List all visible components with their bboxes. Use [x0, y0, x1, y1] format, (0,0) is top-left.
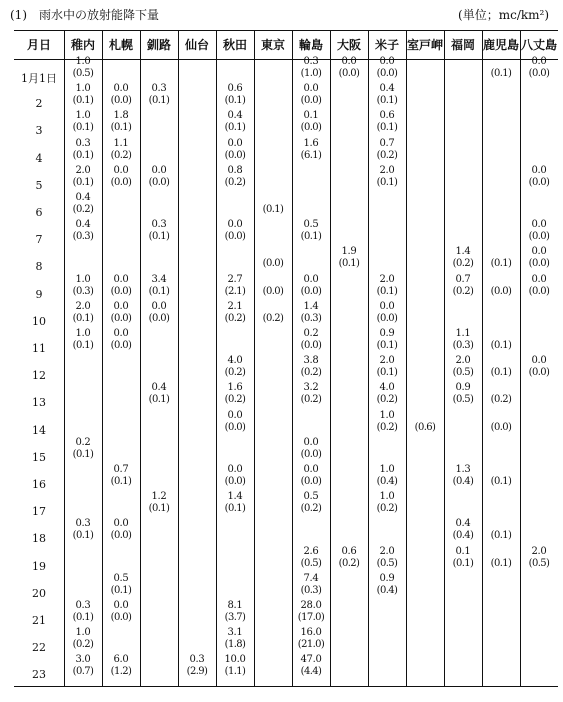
cell-paren-value: (0.0) — [110, 176, 132, 188]
day-label: 3 — [35, 124, 43, 138]
cell-value: 0.0 — [303, 464, 319, 475]
cell-paren-value: (0.4) — [452, 530, 474, 542]
cell-value: 0.0 — [113, 273, 129, 285]
cell-paren-value: (0.0) — [110, 285, 132, 297]
day-label: 9 — [35, 287, 43, 301]
cell-paren-value: (0.2) — [376, 421, 398, 433]
cell-value: 6.0 — [113, 654, 129, 666]
cell-paren-value: (0.0) — [528, 176, 550, 188]
cell-paren-value: (0.2) — [110, 149, 132, 161]
cell-value: 0.0 — [303, 273, 319, 285]
cell-paren-value: (0.3) — [452, 340, 474, 351]
cell-value: 0.0 — [227, 464, 243, 475]
cell-paren-value: (0.0) — [224, 476, 246, 487]
cell-paren-value: (0.1) — [148, 394, 170, 406]
cell-value: 1.4 — [227, 491, 243, 503]
cell-paren-value: (0.1) — [72, 312, 94, 324]
cell-paren-value: (0.1) — [262, 204, 284, 215]
cell-value: 7.4 — [303, 572, 319, 584]
cell-paren-value: (1.8) — [224, 639, 246, 651]
cell-paren-value: (2.1) — [224, 285, 246, 297]
header-station: 輪島 — [298, 38, 323, 52]
cell-paren-value: (0.2) — [490, 394, 512, 406]
cell-paren-value: (0.1) — [72, 149, 94, 161]
cell-value: 0.9 — [455, 382, 471, 394]
unit-label: (単位；mc/km²) — [458, 8, 549, 22]
cell-value: 1.4 — [455, 246, 471, 258]
cell-value: 2.0 — [379, 273, 395, 285]
cell-paren-value: (0.0) — [224, 421, 246, 433]
day-label: 2 — [35, 97, 43, 111]
cell-paren-value: (0.2) — [262, 312, 284, 324]
cell-paren-value: (0.3) — [300, 584, 322, 596]
cell-paren-value: (0.0) — [338, 68, 360, 79]
cell-value: 0.6 — [341, 545, 357, 557]
cell-paren-value: (0.2) — [224, 394, 246, 406]
cell-value: 0.7 — [113, 464, 129, 475]
cell-paren-value: (17.0) — [297, 612, 325, 623]
cell-value: 0.0 — [113, 83, 129, 95]
cell-value: 0.7 — [455, 273, 471, 285]
day-label: 23 — [32, 668, 46, 682]
cell-value: 0.0 — [113, 164, 129, 176]
column-divider — [178, 31, 179, 686]
cell-paren-value: (0.0) — [110, 312, 132, 324]
day-label: 5 — [35, 178, 43, 192]
cell-paren-value: (0.1) — [72, 176, 94, 188]
day-label: 10 — [32, 314, 46, 328]
cell-paren-value: (0.0) — [376, 68, 398, 79]
cell-value: 0.0 — [151, 164, 167, 176]
cell-value: 0.0 — [227, 219, 243, 231]
day-label: 15 — [32, 450, 46, 464]
cell-paren-value: (0.0) — [300, 95, 322, 107]
cell-value: 0.0 — [303, 83, 319, 95]
cell-paren-value: (0.1) — [148, 231, 170, 243]
cell-paren-value: (0.1) — [376, 367, 398, 379]
cell-value: 1.1 — [455, 328, 471, 339]
cell-paren-value: (0.0) — [376, 312, 398, 324]
cell-value: 0.5 — [113, 572, 129, 584]
cell-paren-value: (0.1) — [72, 122, 94, 134]
cell-paren-value: (0.2) — [72, 204, 94, 215]
header-station: 釧路 — [146, 38, 171, 52]
cell-paren-value: (0.1) — [300, 231, 322, 243]
day-label: 6 — [35, 206, 43, 219]
cell-paren-value: (0.4) — [376, 584, 398, 596]
cell-value: 0.4 — [379, 83, 395, 95]
cell-paren-value: (0.1) — [224, 503, 246, 515]
cell-value: 0.0 — [113, 300, 129, 312]
cell-paren-value: (0.0) — [300, 340, 322, 351]
column-divider — [140, 31, 141, 686]
day-label: 7 — [35, 233, 43, 247]
cell-value: 0.0 — [531, 164, 547, 176]
cell-paren-value: (0.2) — [452, 258, 474, 270]
cell-value: 1.8 — [113, 110, 129, 122]
cell-paren-value: (0.1) — [338, 258, 360, 270]
cell-paren-value: (0.0) — [110, 612, 132, 623]
header-station: 稚内 — [70, 38, 95, 52]
cell-value: 4.0 — [227, 355, 243, 367]
cell-paren-value: (0.1) — [224, 95, 246, 107]
cell-value: 0.0 — [531, 273, 547, 285]
cell-value: 1.0 — [75, 83, 91, 95]
cell-paren-value: (0.2) — [376, 149, 398, 161]
cell-value: 1.4 — [303, 300, 319, 312]
cell-value: 16.0 — [300, 627, 322, 639]
cell-paren-value: (0.1) — [72, 448, 94, 460]
cell-paren-value: (0.1) — [148, 95, 170, 107]
cell-value: 0.6 — [227, 83, 243, 95]
cell-value: 0.4 — [151, 382, 167, 394]
cell-paren-value: (0.1) — [72, 612, 94, 623]
cell-value: 0.0 — [379, 300, 395, 312]
cell-paren-value: (0.0) — [110, 530, 132, 542]
column-divider — [254, 31, 255, 686]
cell-paren-value: (0.1) — [376, 95, 398, 107]
cell-paren-value: (0.3) — [72, 285, 94, 297]
cell-paren-value: (0.0) — [110, 340, 132, 351]
cell-paren-value: (0.7) — [72, 666, 94, 678]
cell-value: 1.2 — [151, 491, 167, 503]
day-label: 8 — [35, 260, 43, 274]
cell-value: 0.5 — [303, 491, 319, 503]
cell-value: 0.2 — [303, 328, 319, 339]
cell-value: 0.9 — [379, 572, 395, 584]
cell-value: 0.0 — [113, 328, 129, 339]
cell-value: 0.0 — [379, 56, 395, 67]
cell-value: 0.3 — [189, 654, 205, 666]
cell-paren-value: (3.7) — [224, 612, 246, 623]
cell-paren-value: (0.1) — [110, 584, 132, 596]
cell-value: 3.2 — [303, 382, 319, 394]
cell-paren-value: (0.1) — [72, 95, 94, 107]
cell-paren-value: (0.0) — [262, 285, 284, 297]
cell-value: 3.1 — [227, 627, 243, 639]
cell-value: 28.0 — [300, 600, 322, 611]
cell-value: 1.0 — [379, 464, 395, 475]
cell-value: 0.3 — [151, 83, 167, 95]
cell-value: 1.0 — [75, 627, 91, 639]
cell-value: 0.0 — [227, 409, 243, 421]
cell-value: 0.0 — [227, 137, 243, 149]
header-station: 札幌 — [108, 38, 133, 52]
cell-paren-value: (0.0) — [300, 285, 322, 297]
cell-paren-value: (0.4) — [452, 476, 474, 487]
cell-paren-value: (0.3) — [72, 231, 94, 243]
cell-paren-value: (0.0) — [224, 231, 246, 243]
header-station: 室戸岬 — [406, 38, 443, 52]
cell-paren-value: (0.5) — [452, 394, 474, 406]
cell-paren-value: (0.0) — [528, 68, 550, 79]
cell-value: 0.0 — [341, 56, 357, 67]
cell-value: 2.7 — [227, 273, 243, 285]
cell-value: 2.6 — [303, 545, 319, 557]
cell-paren-value: (2.9) — [186, 666, 208, 678]
cell-value: 0.0 — [113, 518, 129, 530]
cell-paren-value: (0.6) — [414, 421, 436, 433]
cell-paren-value: (0.5) — [72, 68, 94, 79]
day-label: 19 — [32, 559, 46, 573]
day-label: 11 — [32, 342, 46, 355]
cell-paren-value: (0.1) — [490, 367, 512, 379]
cell-value: 0.1 — [303, 110, 319, 122]
cell-value: 47.0 — [300, 654, 322, 666]
cell-value: 2.0 — [75, 300, 91, 312]
cell-value: 0.3 — [75, 137, 91, 149]
cell-paren-value: (0.5) — [376, 557, 398, 569]
cell-paren-value: (0.1) — [72, 530, 94, 542]
cell-value: 1.0 — [75, 110, 91, 122]
cell-value: 1.6 — [303, 137, 319, 149]
day-label: 4 — [35, 151, 43, 165]
cell-value: 2.0 — [379, 164, 395, 176]
cell-paren-value: (0.0) — [490, 285, 512, 297]
table-title: (1) 雨水中の放射能降下量 — [10, 8, 159, 22]
cell-paren-value: (0.0) — [528, 367, 550, 379]
table-header — [14, 31, 558, 60]
cell-value: 3.4 — [151, 273, 167, 285]
cell-paren-value: (1.0) — [300, 68, 322, 79]
header-station: 東京 — [260, 38, 285, 52]
cell-paren-value: (0.2) — [300, 503, 322, 515]
cell-value: 4.0 — [379, 382, 395, 394]
cell-paren-value: (0.3) — [300, 312, 322, 324]
header-station: 大阪 — [336, 38, 361, 52]
cell-value: 0.4 — [75, 192, 91, 203]
cell-value: 0.8 — [227, 164, 243, 176]
cell-value: 3.0 — [75, 654, 91, 666]
cell-value: 0.6 — [379, 110, 395, 122]
cell-value: 0.3 — [75, 600, 91, 611]
cell-paren-value: (0.1) — [376, 285, 398, 297]
cell-paren-value: (0.1) — [148, 285, 170, 297]
cell-value: 0.0 — [531, 219, 547, 231]
cell-paren-value: (0.1) — [376, 176, 398, 188]
cell-paren-value: (0.5) — [528, 557, 550, 569]
cell-paren-value: (0.1) — [72, 340, 94, 351]
cell-paren-value: (0.1) — [490, 476, 512, 487]
cell-paren-value: (0.1) — [376, 122, 398, 134]
day-label: 20 — [32, 586, 46, 600]
cell-paren-value: (0.2) — [300, 367, 322, 379]
cell-paren-value: (0.5) — [300, 557, 322, 569]
cell-paren-value: (0.1) — [452, 557, 474, 569]
cell-paren-value: (0.1) — [490, 530, 512, 542]
cell-value: 0.1 — [455, 545, 471, 557]
cell-value: 0.0 — [303, 436, 319, 448]
cell-paren-value: (0.1) — [110, 476, 132, 487]
cell-value: 0.9 — [379, 328, 395, 339]
cell-paren-value: (4.4) — [300, 666, 322, 678]
cell-value: 2.0 — [531, 545, 547, 557]
cell-value: 0.0 — [113, 600, 129, 611]
column-divider — [482, 31, 483, 686]
header-station: 福岡 — [450, 38, 475, 52]
cell-paren-value: (0.2) — [376, 503, 398, 515]
cell-value: 1.0 — [379, 491, 395, 503]
cell-paren-value: (0.2) — [72, 639, 94, 651]
cell-paren-value: (0.2) — [452, 285, 474, 297]
cell-paren-value: (0.0) — [528, 258, 550, 270]
header-station: 仙台 — [184, 38, 209, 52]
cell-paren-value: (0.1) — [490, 340, 512, 351]
column-divider — [406, 31, 407, 686]
cell-value: 2.1 — [227, 300, 243, 312]
cell-value: 0.0 — [531, 355, 547, 367]
cell-value: 0.4 — [227, 110, 243, 122]
cell-paren-value: (0.0) — [300, 448, 322, 460]
cell-paren-value: (0.1) — [148, 503, 170, 515]
cell-value: 1.0 — [75, 328, 91, 339]
cell-paren-value: (0.5) — [452, 367, 474, 379]
cell-paren-value: (0.0) — [490, 421, 512, 433]
radioactivity-table — [14, 30, 558, 687]
cell-value: 2.0 — [455, 355, 471, 367]
cell-paren-value: (0.1) — [376, 340, 398, 351]
cell-paren-value: (0.2) — [224, 367, 246, 379]
cell-paren-value: (0.2) — [224, 176, 246, 188]
cell-value: 0.4 — [75, 219, 91, 231]
cell-paren-value: (0.0) — [262, 258, 284, 270]
day-label: 21 — [32, 614, 46, 627]
day-label: 13 — [32, 396, 46, 410]
header-station: 八丈島 — [520, 38, 557, 52]
cell-value: 0.3 — [303, 56, 319, 67]
cell-value: 1.0 — [75, 273, 91, 285]
cell-paren-value: (1.2) — [110, 666, 132, 678]
cell-paren-value: (1.1) — [224, 666, 246, 678]
cell-paren-value: (0.1) — [490, 557, 512, 569]
day-label: 1月1日 — [21, 72, 57, 85]
cell-paren-value: (0.2) — [376, 394, 398, 406]
cell-paren-value: (0.2) — [300, 394, 322, 406]
cell-value: 0.0 — [531, 56, 547, 67]
column-divider — [330, 31, 331, 686]
cell-paren-value: (6.1) — [300, 149, 322, 161]
cell-paren-value: (0.1) — [490, 68, 512, 79]
cell-value: 1.6 — [227, 382, 243, 394]
cell-value: 0.7 — [379, 137, 395, 149]
cell-paren-value: (0.2) — [338, 557, 360, 569]
header-station: 鹿児島 — [482, 38, 519, 52]
day-label: 17 — [32, 505, 46, 519]
cell-paren-value: (0.0) — [148, 176, 170, 188]
cell-paren-value: (0.1) — [110, 122, 132, 134]
cell-value: 0.3 — [151, 219, 167, 231]
day-label: 22 — [32, 641, 46, 655]
cell-paren-value: (0.0) — [528, 285, 550, 297]
cell-paren-value: (0.0) — [300, 122, 322, 134]
cell-value: 1.1 — [113, 137, 129, 149]
cell-paren-value: (0.4) — [376, 476, 398, 487]
day-label: 12 — [32, 369, 46, 383]
day-label: 16 — [32, 478, 46, 491]
cell-value: 10.0 — [224, 654, 246, 666]
cell-value: 2.0 — [379, 355, 395, 367]
day-label: 14 — [32, 423, 46, 437]
cell-paren-value: (0.0) — [224, 149, 246, 161]
cell-value: 2.0 — [75, 164, 91, 176]
cell-paren-value: (0.0) — [148, 312, 170, 324]
cell-paren-value: (0.0) — [300, 476, 322, 487]
cell-value: 3.8 — [303, 355, 319, 367]
cell-value: 1.0 — [75, 56, 91, 67]
header-date: 月日 — [26, 38, 51, 52]
header-station: 秋田 — [222, 38, 247, 52]
cell-value: 0.2 — [75, 436, 91, 448]
cell-value: 0.0 — [151, 300, 167, 312]
cell-value: 0.0 — [531, 246, 547, 258]
cell-paren-value: (0.1) — [224, 122, 246, 134]
cell-paren-value: (0.2) — [224, 312, 246, 324]
cell-value: 0.3 — [75, 518, 91, 530]
day-label: 18 — [32, 532, 46, 546]
cell-paren-value: (0.0) — [528, 231, 550, 243]
cell-value: 2.0 — [379, 545, 395, 557]
cell-value: 8.1 — [227, 600, 243, 611]
cell-value: 1.9 — [341, 246, 357, 258]
cell-value: 1.0 — [379, 409, 395, 421]
cell-value: 0.4 — [455, 518, 471, 530]
cell-paren-value: (0.0) — [110, 95, 132, 107]
cell-value: 0.5 — [303, 219, 319, 231]
cell-paren-value: (21.0) — [297, 639, 325, 651]
header-station: 米子 — [374, 38, 399, 52]
cell-value: 1.3 — [455, 464, 471, 475]
cell-paren-value: (0.1) — [490, 258, 512, 270]
